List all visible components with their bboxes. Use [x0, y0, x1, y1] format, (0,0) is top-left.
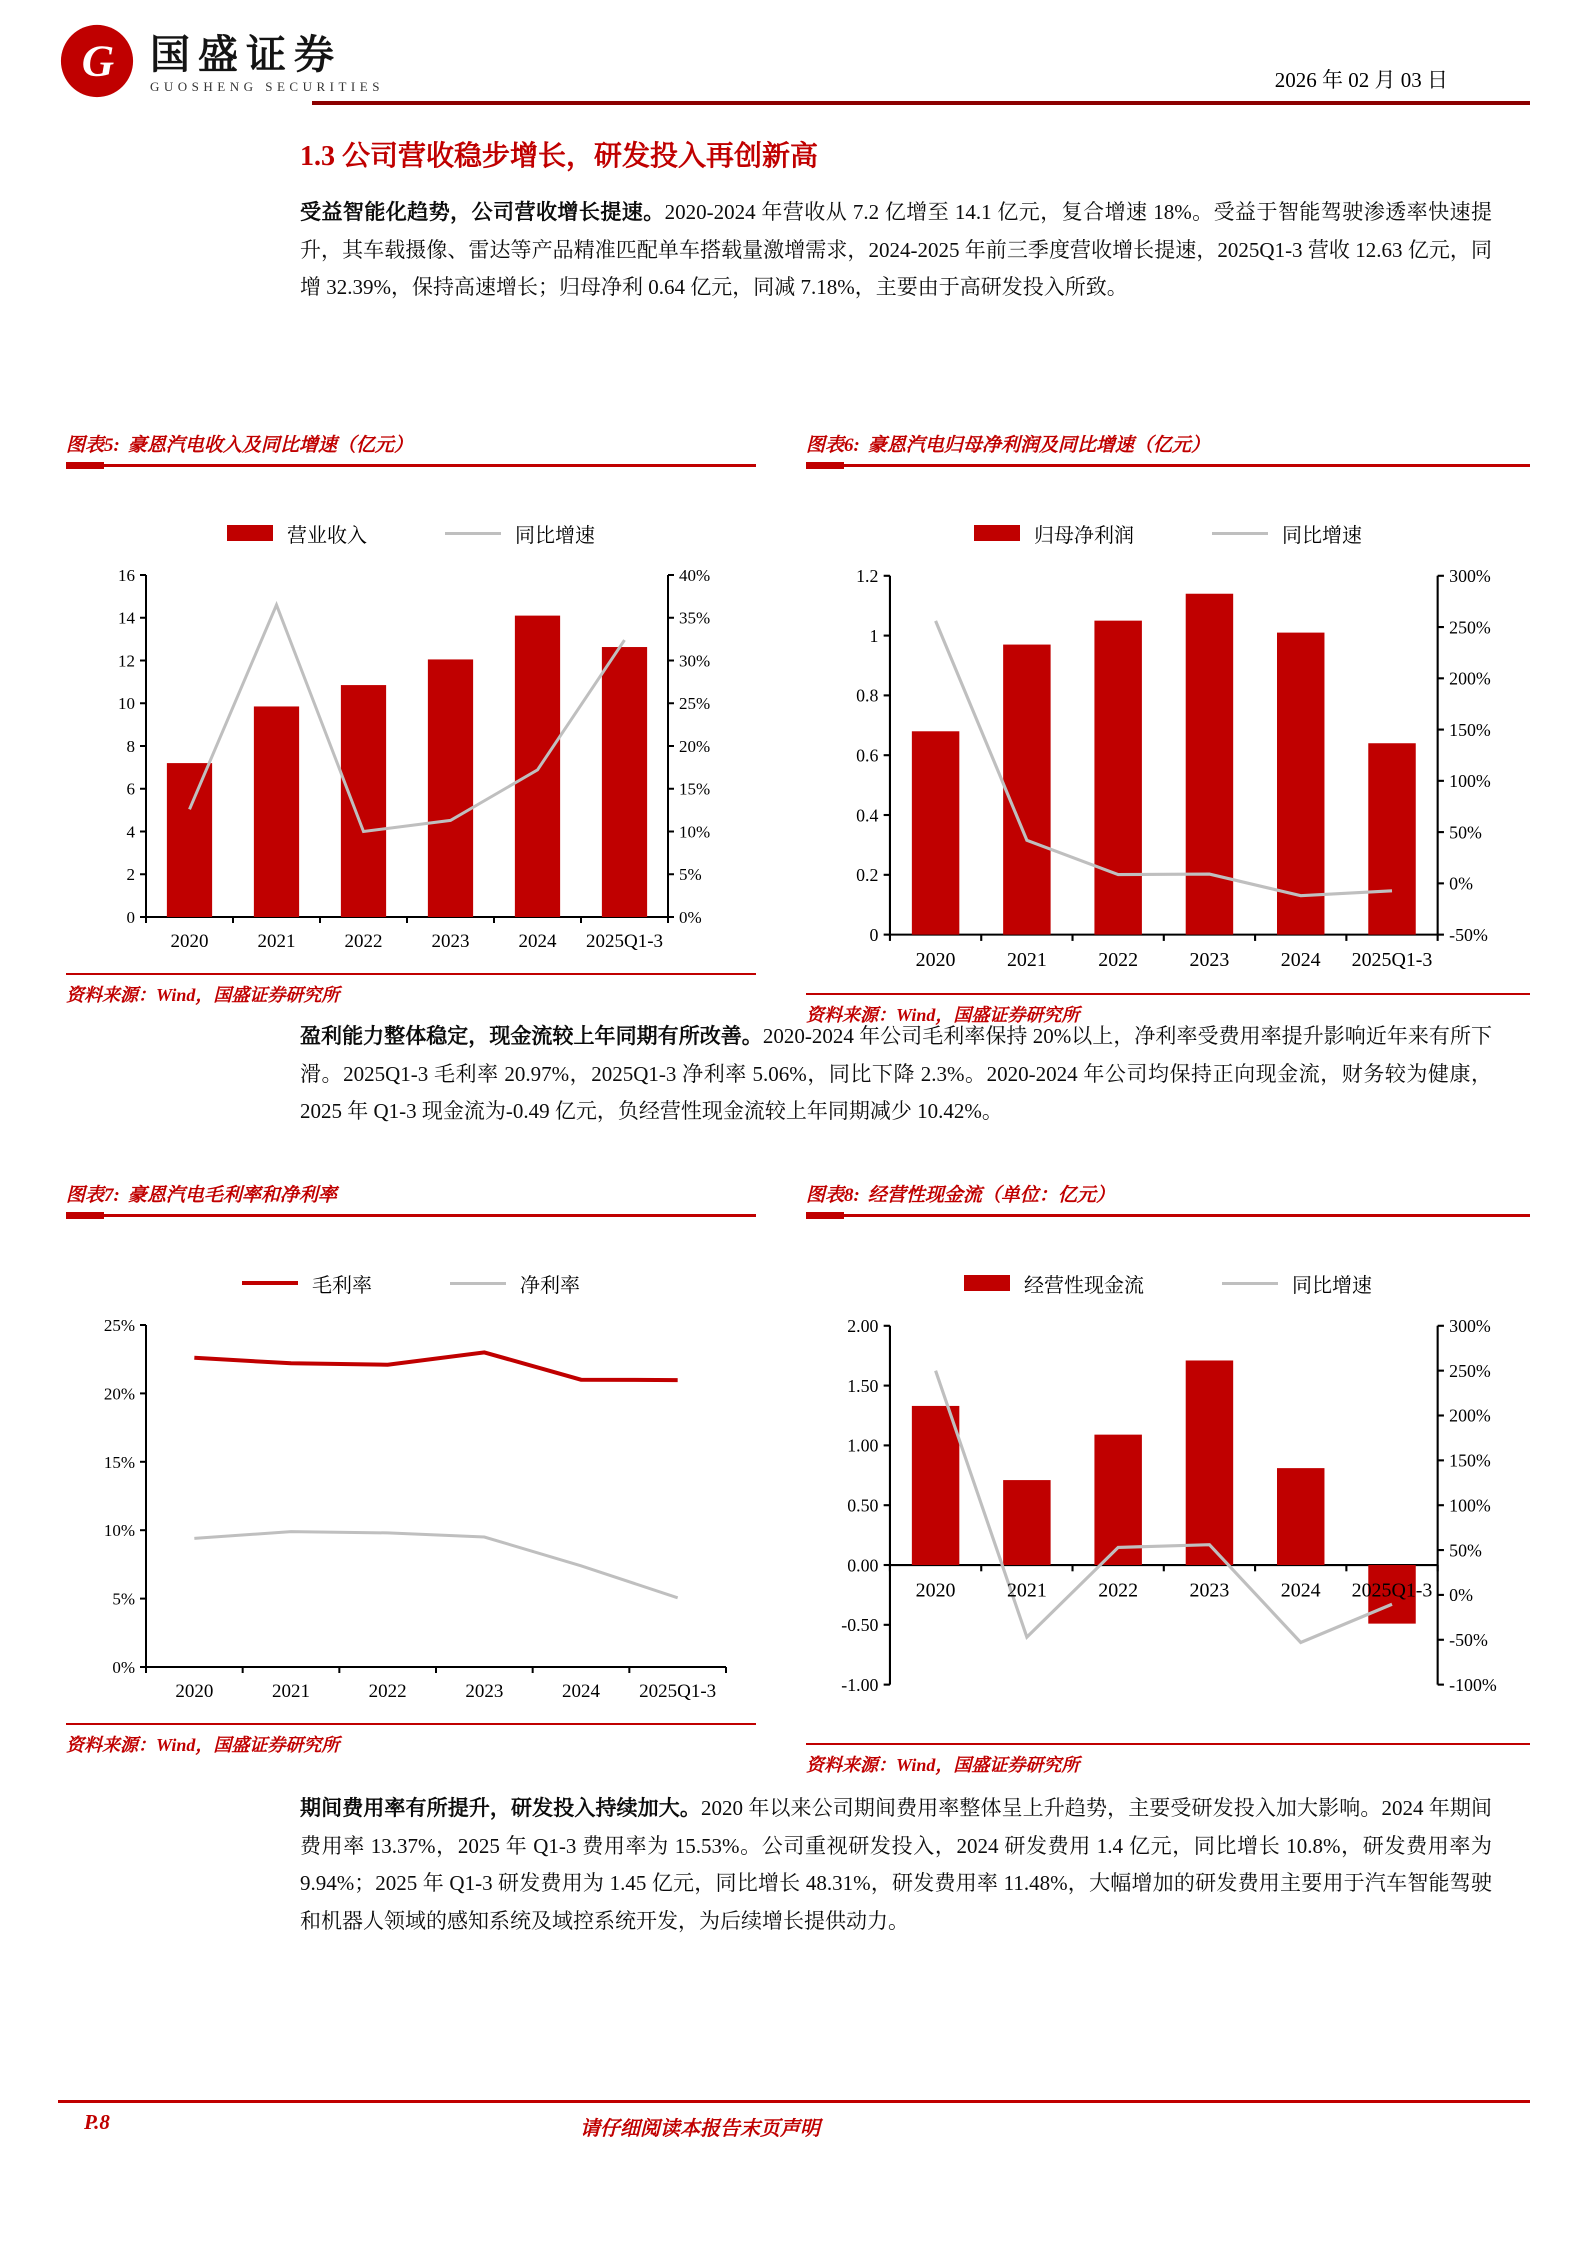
line-swatch-icon [242, 1281, 298, 1285]
bar-swatch-icon [974, 525, 1020, 541]
legend-label: 同比增速 [515, 524, 595, 547]
figure-title [806, 430, 1530, 456]
chart-canvas-revenue [66, 513, 756, 969]
chart-legend [806, 1263, 1530, 1303]
svg-text:0%: 0% [112, 1657, 135, 1677]
chart-legend [806, 513, 1530, 553]
figure-label: 图表8: [806, 1185, 860, 1206]
svg-text:8: 8 [126, 736, 135, 756]
svg-text:2025Q1-3: 2025Q1-3 [585, 931, 664, 952]
svg-text:250%: 250% [1449, 617, 1491, 638]
svg-text:6: 6 [126, 779, 135, 799]
figure-rule [66, 973, 756, 975]
svg-text:12: 12 [118, 651, 135, 671]
svg-text:2020: 2020 [175, 1681, 214, 1702]
svg-text:25%: 25% [679, 694, 711, 714]
figure-rule [806, 1743, 1530, 1745]
svg-text:200%: 200% [1449, 1405, 1491, 1426]
svg-text:2022: 2022 [368, 1681, 407, 1702]
svg-text:2021: 2021 [1006, 949, 1047, 972]
footer-rule [58, 2100, 1530, 2103]
figure-source: 资料来源：Wind，国盛证券研究所 [806, 1755, 1080, 1776]
legend-item [1212, 519, 1362, 548]
paragraph-body: 2020 年以来公司期间费用率整体呈上升趋势，主要受研发投入加大影响。2024 年期间费用率 13.37%，2025 年 Q1-3 费用率为 15.53%。公司重视研发投入，2024 研发费用 1.4 亿元，同比增长 10.8%，研发费用率为 9.94%；2025 年 Q1-3 研发费用为 1.45 亿元，同比增长 48.31%，研发费用率 11.48%，大幅增加的研发费用主要用于汽车智能驾驶和机器人领域的感知系统及域控系统开发，为后续增长提供动力。 [300, 1796, 1493, 1933]
legend-label: 净利率 [520, 1274, 580, 1297]
figure-rule [66, 464, 756, 467]
svg-text:250%: 250% [1449, 1360, 1491, 1381]
svg-text:2.00: 2.00 [847, 1316, 879, 1337]
svg-text:0: 0 [869, 924, 879, 945]
chart-legend [66, 513, 756, 553]
figure-revenue-chart [66, 430, 756, 1007]
svg-text:2022: 2022 [1098, 1579, 1139, 1602]
legend-item [445, 519, 595, 548]
svg-text:2020: 2020 [915, 949, 956, 972]
svg-text:40%: 40% [679, 565, 711, 585]
svg-text:10: 10 [118, 694, 135, 714]
svg-text:-50%: -50% [1449, 924, 1488, 945]
svg-text:16: 16 [118, 565, 135, 585]
line-swatch-icon [450, 1282, 506, 1285]
svg-text:0.8: 0.8 [856, 685, 879, 706]
legend-item [242, 1269, 372, 1298]
paragraph-revenue-growth [300, 194, 1492, 307]
svg-text:50%: 50% [1449, 822, 1482, 843]
bar-swatch-icon [227, 525, 273, 541]
svg-text:10%: 10% [103, 1521, 135, 1541]
svg-text:2025Q1-3: 2025Q1-3 [1351, 1579, 1433, 1602]
chart-legend [66, 1263, 756, 1303]
svg-text:2024: 2024 [562, 1681, 600, 1702]
svg-text:0.00: 0.00 [847, 1555, 879, 1576]
svg-text:2021: 2021 [1006, 1579, 1047, 1602]
figure-netprofit-chart [806, 430, 1530, 1027]
svg-text:1: 1 [869, 625, 879, 646]
paragraph-expenses-rnd [300, 1790, 1492, 1940]
section-title: 1.3 公司营收稳步增长，研发投入再创新高 [300, 141, 819, 172]
svg-text:1.00: 1.00 [847, 1435, 879, 1456]
legend-item [227, 519, 367, 548]
svg-text:-1.00: -1.00 [841, 1674, 879, 1695]
legend-label: 同比增速 [1292, 1274, 1372, 1297]
svg-text:2020: 2020 [170, 931, 209, 952]
svg-text:2024: 2024 [518, 931, 557, 952]
legend-item [1222, 1269, 1372, 1298]
svg-text:300%: 300% [1449, 1316, 1491, 1337]
svg-text:2022: 2022 [1098, 949, 1139, 972]
svg-text:2023: 2023 [431, 931, 470, 952]
legend-label: 营业收入 [287, 524, 367, 547]
figure-label: 图表7: [66, 1185, 120, 1206]
legend-label: 经营性现金流 [1024, 1274, 1144, 1297]
figure-title-text: 经营性现金流（单位：亿元） [867, 1185, 1115, 1206]
svg-text:0: 0 [126, 907, 135, 927]
legend-label: 归母净利润 [1034, 524, 1134, 547]
guosheng-logo-icon [58, 22, 136, 105]
svg-text:1.2: 1.2 [856, 566, 879, 587]
figure-rule [806, 993, 1530, 995]
svg-text:150%: 150% [1449, 719, 1491, 740]
svg-text:2023: 2023 [465, 1681, 504, 1702]
legend-item [964, 1269, 1144, 1298]
chart-canvas-netprofit [806, 513, 1530, 989]
svg-text:2023: 2023 [1189, 1579, 1230, 1602]
svg-text:0%: 0% [1449, 1585, 1473, 1606]
figure-margin-chart [66, 1180, 756, 1757]
svg-text:50%: 50% [1449, 1540, 1482, 1561]
svg-text:2022: 2022 [344, 931, 383, 952]
svg-text:-50%: -50% [1449, 1630, 1488, 1651]
svg-text:0.2: 0.2 [856, 865, 879, 886]
svg-text:200%: 200% [1449, 668, 1491, 689]
figure-title-text: 豪恩汽电归母净利润及同比增速（亿元） [867, 435, 1210, 456]
legend-label: 同比增速 [1282, 524, 1362, 547]
svg-text:5%: 5% [679, 865, 702, 885]
brand-name-en: GUOSHENG SECURITIES [150, 78, 384, 94]
svg-text:2021: 2021 [272, 1681, 310, 1702]
svg-text:2024: 2024 [1280, 1579, 1321, 1602]
paragraph-lead: 期间费用率有所提升，研发投入持续加大。 [300, 1796, 701, 1820]
svg-text:25%: 25% [103, 1315, 135, 1335]
svg-text:-100%: -100% [1449, 1674, 1497, 1695]
paragraph-profitability [300, 1018, 1492, 1131]
figure-label: 图表6: [806, 435, 860, 456]
figure-rule [806, 1214, 1530, 1217]
svg-text:0%: 0% [679, 907, 702, 927]
figure-title [66, 430, 756, 456]
figure-source: 资料来源：Wind，国盛证券研究所 [66, 1735, 340, 1755]
figure-rule [66, 1214, 756, 1217]
svg-text:2: 2 [126, 865, 135, 885]
svg-text:100%: 100% [1449, 771, 1491, 792]
svg-text:35%: 35% [679, 608, 711, 628]
svg-text:0.6: 0.6 [856, 745, 879, 766]
line-swatch-icon [445, 532, 501, 535]
paragraph-body: 2020-2024 年公司毛利率保持 20%以上，净利率受费用率提升影响近年来有所下滑。2025Q1-3 毛利率 20.97%，2025Q1-3 净利率 5.06%，同比下降 2.3%。2020-2024 年公司均保持正向现金流，财务较为健康，2025 年 Q1-3 现金流为-0.49 亿元，负经营性现金流较上年同期减少 10.42%。 [300, 1024, 1493, 1123]
svg-text:4: 4 [126, 822, 135, 842]
svg-text:0.4: 0.4 [856, 805, 879, 826]
svg-text:2024: 2024 [1280, 949, 1321, 972]
legend-label: 毛利率 [312, 1274, 372, 1297]
brand-text [150, 33, 384, 95]
paragraph-lead: 受益智能化趋势，公司营收增长提速。 [300, 200, 665, 224]
svg-text:14: 14 [118, 608, 135, 628]
svg-text:G: G [81, 35, 115, 86]
svg-text:1.50: 1.50 [847, 1375, 879, 1396]
svg-text:2021: 2021 [257, 931, 296, 952]
paragraph-body: 2020-2024 年营收从 7.2 亿增至 14.1 亿元，复合增速 18%。受益于智能驾驶渗透率快速提升，其车载摄像、雷达等产品精准匹配单车搭载量激增需求，2024-2025 年前三季度营收增长提速，2025Q1-3 营收 12.63 亿元，同增 32.39%，保持高速增长；归母净利 0.64 亿元，同减 7.18%，主要由于高研发投入所致。 [300, 200, 1492, 299]
figure-label: 图表5: [66, 435, 120, 456]
svg-text:2025Q1-3: 2025Q1-3 [1351, 949, 1433, 972]
paragraph-lead: 盈利能力整体稳定，现金流较上年同期有所改善。 [300, 1024, 763, 1048]
header-brand [58, 22, 384, 105]
svg-text:2025Q1-3: 2025Q1-3 [639, 1681, 717, 1702]
figure-title-text: 豪恩汽电收入及同比增速（亿元） [127, 435, 413, 456]
svg-text:0%: 0% [1449, 873, 1473, 894]
figure-source: 资料来源：Wind，国盛证券研究所 [66, 985, 340, 1005]
header-rule [312, 101, 1530, 105]
figure-title [66, 1180, 756, 1206]
footer-disclaimer: 请仔细阅读本报告末页声明 [580, 2118, 820, 2140]
svg-text:15%: 15% [679, 779, 711, 799]
legend-item [974, 519, 1134, 548]
svg-text:2023: 2023 [1189, 949, 1230, 972]
svg-text:20%: 20% [679, 736, 711, 756]
chart-canvas-cashflow [806, 1263, 1530, 1739]
figure-title [806, 1180, 1530, 1206]
svg-text:10%: 10% [679, 822, 711, 842]
svg-text:5%: 5% [112, 1589, 135, 1609]
legend-item [450, 1269, 580, 1298]
svg-text:2020: 2020 [915, 1579, 956, 1602]
figure-rule [66, 1723, 756, 1725]
svg-text:0.50: 0.50 [847, 1495, 879, 1516]
brand-name-cn: 国盛证券 [150, 31, 342, 77]
svg-text:20%: 20% [103, 1384, 135, 1404]
svg-text:-0.50: -0.50 [841, 1615, 879, 1636]
figure-cashflow-chart [806, 1180, 1530, 1777]
figure-title-text: 豪恩汽电毛利率和净利率 [127, 1185, 337, 1206]
svg-text:150%: 150% [1449, 1450, 1491, 1471]
svg-text:15%: 15% [103, 1452, 135, 1472]
bar-swatch-icon [964, 1275, 1010, 1291]
figure-rule [806, 464, 1530, 467]
report-date: 2026 年 02 月 03 日 [1274, 68, 1448, 92]
chart-canvas-margin [66, 1263, 756, 1719]
line-swatch-icon [1212, 532, 1268, 535]
svg-text:100%: 100% [1449, 1495, 1491, 1516]
line-swatch-icon [1222, 1282, 1278, 1285]
svg-text:30%: 30% [679, 651, 711, 671]
figure-source: 资料来源：Wind，国盛证券研究所 [806, 1005, 1080, 1026]
svg-text:300%: 300% [1449, 566, 1491, 587]
page-number: P.8 [84, 2110, 110, 2134]
